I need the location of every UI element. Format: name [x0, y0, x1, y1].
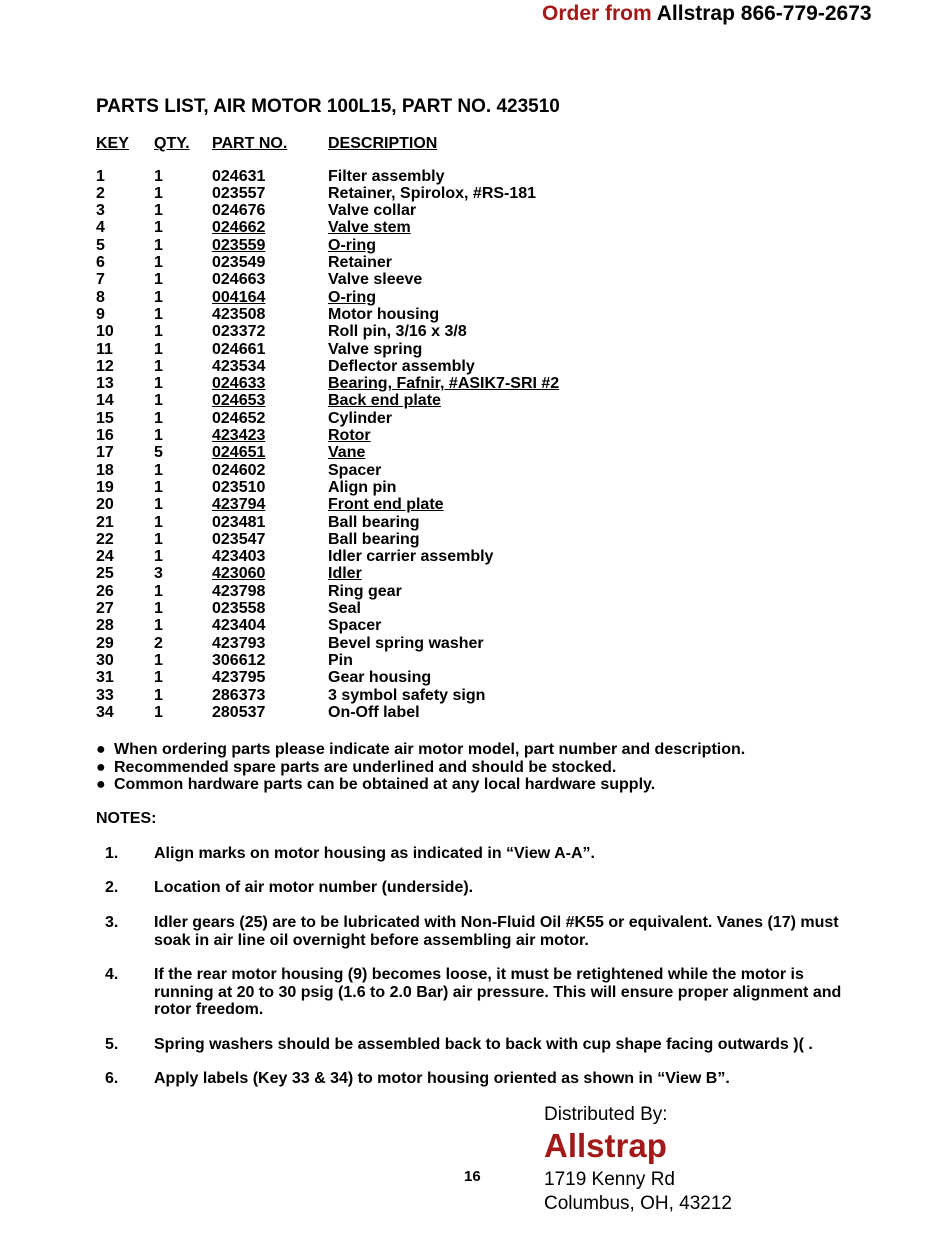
cell-key: 25 [96, 565, 114, 583]
note-text: If the rear motor housing (9) becomes loose, it must be retightened while the motor is running at 20 to 30 psig (1.6 to 2.0 Bar) air pressure. This will ensure proper alignment and rotor freedom. [154, 966, 842, 1018]
cell-desc: Gear housing [328, 669, 432, 687]
cell-qty: 1 [154, 513, 163, 531]
cell-key: 17 [96, 444, 114, 462]
cell-key: 7 [96, 271, 105, 289]
bullet-dot-icon: ● [96, 758, 106, 776]
cell-part: 423795 [212, 669, 266, 687]
cell-desc: Spacer [328, 617, 382, 635]
cell-desc: Filter assembly [328, 167, 445, 185]
bullet-item: ● When ordering parts please indicate air motor model, part number and description. [96, 741, 746, 758]
cell-desc: Bearing, Fafnir, #ASIK7-SRI #2 [328, 375, 560, 393]
cell-key: 19 [96, 478, 114, 496]
cell-qty: 1 [154, 202, 163, 220]
cell-desc: 3 symbol safety sign [328, 686, 486, 704]
cell-desc: Motor housing [328, 305, 440, 323]
distributed-by-label: Distributed By: [544, 1104, 668, 1125]
note-number: 2. [105, 879, 119, 896]
cell-qty: 5 [154, 444, 163, 462]
cell-desc: On-Off label [328, 703, 420, 721]
distributor-block [544, 1104, 732, 1216]
cell-qty: 1 [154, 686, 163, 704]
cell-desc: Deflector assembly [328, 357, 475, 375]
cell-qty: 1 [154, 617, 163, 635]
cell-part: 423060 [212, 565, 266, 583]
cell-qty: 1 [154, 340, 163, 358]
cell-part: 280537 [212, 703, 266, 721]
cell-key: 14 [96, 392, 114, 410]
cell-desc: Front end plate [328, 496, 444, 514]
cell-qty: 1 [154, 427, 163, 445]
cell-part: 423423 [212, 427, 266, 445]
cell-qty: 1 [154, 219, 163, 237]
cell-qty: 1 [154, 530, 163, 548]
cell-qty: 1 [154, 409, 163, 427]
cell-part: 024633 [212, 375, 266, 393]
cell-qty: 1 [154, 288, 163, 306]
cell-desc: Back end plate [328, 392, 441, 410]
note-number: 4. [105, 966, 119, 983]
cell-key: 5 [96, 236, 105, 254]
notes-title: NOTES: [96, 810, 157, 827]
cell-part: 423794 [212, 496, 266, 514]
cell-qty: 3 [154, 565, 163, 583]
cell-desc: Spacer [328, 461, 382, 479]
cell-part: 286373 [212, 686, 266, 704]
cell-part: 024651 [212, 444, 266, 462]
cell-key: 21 [96, 513, 114, 531]
cell-key: 8 [96, 288, 105, 306]
cell-desc: Valve collar [328, 202, 417, 220]
cell-desc: Bevel spring washer [328, 634, 484, 652]
order-from-label: Order from [542, 2, 652, 25]
cell-desc: Valve sleeve [328, 271, 423, 289]
cell-desc: Ring gear [328, 582, 402, 600]
cell-desc: Align pin [328, 478, 397, 496]
col-header-qty: QTY. [154, 135, 190, 152]
cell-key: 28 [96, 617, 114, 635]
cell-qty: 1 [154, 271, 163, 289]
cell-key: 3 [96, 202, 105, 220]
cell-desc: Idler [328, 565, 362, 583]
cell-qty: 1 [154, 184, 163, 202]
note-text: Location of air motor number (underside). [154, 879, 474, 896]
cell-qty: 2 [154, 634, 163, 652]
cell-desc: Roll pin, 3/16 x 3/8 [328, 323, 467, 341]
cell-key: 31 [96, 669, 114, 687]
distributor-city: Columbus, OH, 43212 [544, 1193, 732, 1214]
note-number: 5. [105, 1036, 119, 1053]
cell-qty: 1 [154, 236, 163, 254]
cell-part: 423798 [212, 582, 266, 600]
cell-key: 6 [96, 254, 105, 272]
cell-qty: 1 [154, 167, 163, 185]
distributor-logo: Allstrap [544, 1127, 667, 1164]
cell-key: 12 [96, 357, 114, 375]
note-number: 1. [105, 845, 119, 862]
cell-part: 023559 [212, 236, 266, 254]
cell-desc: Valve stem [328, 219, 411, 237]
cell-key: 33 [96, 686, 114, 704]
page-number: 16 [464, 1168, 481, 1185]
order-phone: Allstrap 866-779-2673 [656, 2, 872, 25]
cell-qty: 1 [154, 254, 163, 272]
cell-desc: Retainer [328, 254, 393, 272]
cell-part: 024661 [212, 340, 266, 358]
cell-key: 15 [96, 409, 114, 427]
cell-qty: 1 [154, 478, 163, 496]
cell-qty: 1 [154, 651, 163, 669]
cell-part: 023547 [212, 530, 266, 548]
cell-part: 023557 [212, 184, 266, 202]
cell-part: 024631 [212, 167, 266, 185]
cell-qty: 1 [154, 703, 163, 721]
cell-desc: Seal [328, 600, 361, 618]
cell-key: 11 [96, 340, 113, 358]
note-text: Idler gears (25) are to be lubricated with Non-Fluid Oil #K55 or equivalent. Vanes (17) must soak in air line oil overnight before assembling air motor. [154, 914, 839, 949]
cell-part: 423404 [212, 617, 266, 635]
cell-key: 2 [96, 184, 105, 202]
cell-key: 13 [96, 375, 114, 393]
cell-desc: Retainer, Spirolox, #RS-181 [328, 184, 537, 202]
cell-part: 423534 [212, 357, 266, 375]
cell-qty: 1 [154, 600, 163, 618]
cell-key: 29 [96, 634, 114, 652]
cell-key: 20 [96, 496, 114, 514]
cell-qty: 1 [154, 323, 163, 341]
cell-key: 30 [96, 651, 114, 669]
cell-key: 10 [96, 323, 114, 341]
cell-key: 9 [96, 305, 105, 323]
distributor-street: 1719 Kenny Rd [544, 1169, 675, 1190]
cell-part: 306612 [212, 651, 266, 669]
note-number: 3. [105, 914, 119, 931]
cell-key: 4 [96, 219, 105, 237]
col-header-desc: DESCRIPTION [328, 135, 438, 152]
ordering-info [96, 741, 745, 794]
bullet-dot-icon: ● [96, 776, 106, 793]
cell-part: 023558 [212, 600, 266, 618]
cell-part: 423403 [212, 548, 266, 566]
cell-desc: Ball bearing [328, 513, 420, 531]
bullet-dot-icon: ● [96, 741, 106, 758]
note-text: Align marks on motor housing as indicated in “View A-A”. [154, 845, 595, 862]
cell-desc: Valve spring [328, 340, 423, 358]
cell-qty: 1 [154, 305, 163, 323]
cell-qty: 1 [154, 548, 163, 566]
cell-part: 023481 [212, 513, 266, 531]
col-header-key: KEY [96, 135, 129, 152]
cell-part: 024602 [212, 461, 266, 479]
cell-key: 34 [96, 703, 114, 721]
cell-key: 27 [96, 600, 114, 618]
cell-key: 26 [96, 582, 114, 600]
cell-desc: Rotor [328, 427, 371, 445]
cell-part: 423793 [212, 634, 266, 652]
cell-key: 1 [96, 167, 105, 185]
cell-part: 023549 [212, 254, 266, 272]
cell-qty: 1 [154, 357, 163, 375]
cell-key: 22 [96, 530, 114, 548]
bullet-item: ● Common hardware parts can be obtained at any local hardware supply. [96, 776, 656, 793]
note-number: 6. [105, 1070, 119, 1087]
cell-part: 024652 [212, 409, 266, 427]
cell-desc: Ball bearing [328, 530, 420, 548]
cell-part: 423508 [212, 305, 266, 323]
cell-part: 023510 [212, 478, 266, 496]
cell-desc: O-ring [328, 288, 376, 306]
cell-qty: 1 [154, 582, 163, 600]
note-text: Spring washers should be assembled back to back with cup shape facing outwards )( . [154, 1036, 813, 1053]
order-header [542, 2, 872, 26]
cell-key: 16 [96, 427, 114, 445]
cell-desc: Pin [328, 651, 353, 669]
cell-qty: 1 [154, 669, 163, 687]
col-header-part: PART NO. [212, 135, 288, 152]
cell-part: 024662 [212, 219, 266, 237]
cell-key: 24 [96, 548, 114, 566]
cell-qty: 1 [154, 496, 163, 514]
cell-desc: O-ring [328, 236, 376, 254]
cell-desc: Idler carrier assembly [328, 548, 494, 566]
cell-part: 023372 [212, 323, 266, 341]
cell-part: 024676 [212, 202, 266, 220]
cell-desc: Vane [328, 444, 366, 462]
cell-key: 18 [96, 461, 114, 479]
cell-part: 024653 [212, 392, 266, 410]
cell-qty: 1 [154, 461, 163, 479]
page-title: PARTS LIST, AIR MOTOR 100L15, PART NO. 423510 [96, 96, 560, 117]
cell-part: 024663 [212, 271, 266, 289]
cell-qty: 1 [154, 392, 163, 410]
note-text: Apply labels (Key 33 & 34) to motor housing oriented as shown in “View B”. [154, 1070, 730, 1087]
cell-qty: 1 [154, 375, 163, 393]
bullet-item: ● Recommended spare parts are underlined and should be stocked. [96, 758, 617, 776]
cell-part: 004164 [212, 288, 266, 306]
cell-desc: Cylinder [328, 409, 393, 427]
